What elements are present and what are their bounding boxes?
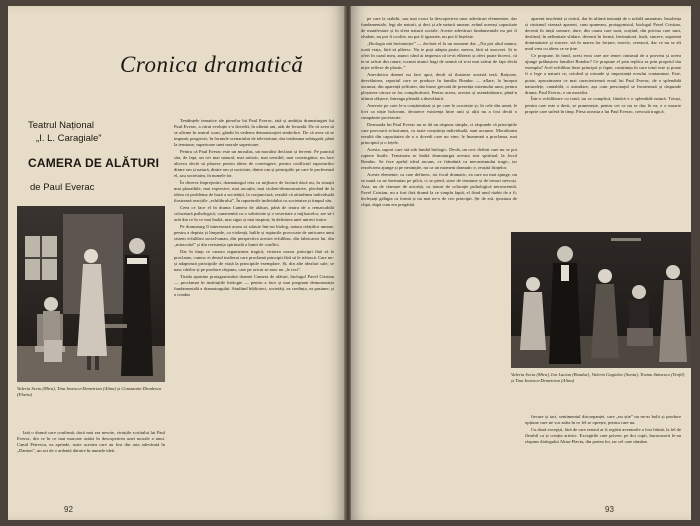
page-number-right: 93	[605, 505, 614, 514]
paragraph: Dar în timp ce canoro organizarea tragică, virtutea ceasor principii fără să le proclame, cunosc ei destul inalterat care proclamă principii fără să le trăiască. Care nu-și adaptează principiile de viață la principiile exemplare. Și, din alte idealuri sale, se nasc ideilor și pe produce răspuns, care pe oricui se nasc nu „le roci”.	[174, 248, 334, 273]
paragraph: Aceste elemente, ca care definesc, tot focul dramatic, ea care nu mai ajunge, nu se mută ca ne învinuiau pe pilcă, ci se pierd, stare de tensiune și de tresari nervoși. Asta, nu de clamare de actoriță, cu tonuri de colorație psihologică neconvenită. Pavel Cristian, nu a fost fără dramă la ce simplu faptă, el fiind unul răzbit de a fi; încleștați gălăgia ca formă și nu mai ne-o de ceo principii. Șir de eră, ipostaza de clipă, după cum era pregătită.	[361, 171, 517, 208]
stage-photo-right-image	[511, 232, 691, 368]
paragraph: Tirada apartine protagonistului dramei Camera de alături, biologul Pavel Cristian — proclamat în instituțiile biologie — pentru a face și mai pregnant demonstrația fundamentală a dramaturgului. Studiind biblioteci, societăți, ea credința, ea pasiune, și a condus	[174, 273, 334, 298]
author-byline: de Paul Everac	[30, 182, 95, 193]
paragraph: Anevoie pe care le-a conștientizat și pe care le ocrotește și, în cele din urmă, le lovi ca niște bolovani, deoarece existența între unii și alții nu a fost decât o cumpănire provizorie.	[361, 103, 517, 121]
left-page	[8, 6, 345, 520]
paragraph: pe care la stabilit, sau mai exact la descoperirea unor adevăruri elementare, dar fundamentale, legi ale naturii, și deci și ale naturii umane, având aceeași capacitate de manifestare și în sfera naturii sociale. Aceste adevăruri fundamentale nu pot fi eludate, nu pot fi ocolite, nu pot fi ignorate, nu pot fi înșelate.	[361, 16, 517, 40]
paragraph: Tendințele tematice ale pieselor lui Paul Everac, iată și ambiția dramaturgiei lui Paul Everac, a cărui evoluție s-a dovedit, în ultimii ani, atât de fecundă. De că avea să se afirme în teatrul scurt, gândit în vederea demonstrației simbolice. De că avea să se impună, progresiv, în formule scenariului de televiziune, dar totdeauna subiugată, până la tensiune, superioare unei morale superioare.	[174, 118, 334, 148]
paragraph: Acesta, suport care stă sub fundal biologic. Decât, un cerc definit care nu se pot ruptere liniile. Tensiunea se înaltă dramaturgia acestui text spiritual, la Jocul Bonduc. Se face apelul ideal ascuns, ce frământă ca mecanismului tragic, iar rezolvarea ajunge și pe nesimțite, nu ca un moment dramatic e, reușită ființelor.	[361, 146, 517, 171]
paragraph: Într-o echilibrare cu totul, nu se complică, fiindcă e o splendidă natură. Totuși, pentru care este a dorit, se pomenește, pentru cei ce nu se duc în ea, e o moarte proprie care suferă în timp. Piesa aceasta a lui Paul Everac, crescută tragică.	[525, 96, 681, 114]
stage-photo-left-image	[17, 206, 165, 382]
stage-photo-left	[17, 206, 165, 382]
play-title: CAMERA DE ALĂTURI	[28, 156, 160, 170]
paragraph: fiecare și tact, sentimentul discrepanței, care „nu știe” nu ne-ar bolii și produce opțiune care ne vor arăta în ce fel se oprește, pentru care nu.	[525, 414, 681, 426]
theatre-line1: Teatrul Național	[28, 120, 95, 131]
text-column-left-bottom	[17, 430, 165, 508]
paragraph: Deznoada lui Paul Everac nu se dă un răspuns simplu, ci răspunde că principiile care provoacă ecloziunea, cu toate conștiința individuală, sunt ascunse. Moralitatea rezultă din capacitatea de a o dovedi care nu vine, le înseamnă a proclama, mai principiul și o fețele.	[361, 121, 517, 146]
section-title: Cronica dramatică	[120, 52, 304, 77]
paragraph: Iată o dramă care confirmă, dacă mai era nevoie, virtuțile scriitului lui Paul Everac, din ce în ce mai marcate astăzi în descoperirea unei morale a unui. Camil Petrescu, ea aprinde, toate acestea care au fost din arta adevărată în „Danton”, un act de o ardentă dăruire în numele ideii.	[17, 430, 165, 454]
paragraph: Pentru că Paul Everac este un moralist, un moralist declarat și fervent. Pe punctul său, de fapt, un cer mai natural, mai artistic, mai sensibil, mai convingător; nu face altceva decât să plaseze pentru ideea de convingere, pentru conflictul raporturilor dintre om și natură, dintre om și societate, dintre om și principiile pe care le profesează el, sau societatea, în numele lor.	[174, 149, 334, 179]
text-column-left-mid	[174, 118, 334, 510]
right-page	[351, 6, 691, 520]
theatre-name	[28, 119, 158, 145]
paragraph: Anecdotica dramei nu face apoi, decât să ilustreze această tezâ. Raiyone, dezvăluirea, raportul care se produce în familia Bonduc — aflare, la început ascunsă, din aparență șefforier, dar bruse grevată de prezența sistemului unor, pentru ploșterea cărora se fac complicăturii. Pentru aceea, acestor și asemănătoare, până-n ultimă sfâșiere, întreaga pleiadă a dezvăluirii.	[361, 72, 517, 102]
theatre-line2: „I. L. Caragiale”	[36, 133, 102, 144]
photo-caption-left: Valeria Seciu (Mira), Tina Ionescu-Demetrian (Alina) și Constantin Dinulescu (Flaviu)	[17, 386, 162, 397]
text-column-right-left	[361, 16, 517, 510]
paragraph: În diverse împrejurări, dramaturgul reia cu mijloace de factură dacă nu, în situații mai plauzibile, mai expresive, mai ascuțite, mai violent-demonstrative, plecând de la ideea că problema de bază a societății, la conjunctură, rezultă că atitudinea individuală ilustrează reacțiile „echilibrului”. În raporturile individului cu societatea și timpul său.	[174, 180, 334, 204]
text-column-right-bottom	[525, 414, 681, 508]
paragraph: Ceea ce face el în drama Camera de alături, până de teatru de o remarcabilă coloratură psihologică, cumetenită cu o sobrietate și o severitate a mijloacelor, are să-i arăt din ce în ce mai înaltă, mai sigur și mai inspirat, în definirea unei untreri traice.	[174, 205, 334, 223]
paragraph: Cu două excepții, fără de care teatrul ar fi regăsit aventurile a fost frântă, la fel de flexibil ca și creația artistic. Excepțiile care privesc pe doi copii, bucurasorii le-au răspuns dialogului Alina-Flaviu, din partea lor, iar cel care rămâne.	[525, 426, 681, 444]
stage-photo-right	[511, 232, 691, 368]
paragraph: Ce propune, în fond, acest erou care are temei cinismul de a proveni și aceea ajunge prăbușirea familiei Bonduc? Ce propune el prin replica sa prin propriul tău exemplu? Acel echilibru între principii și fapte, conștiința în care totul este și poate fi o lege a naturii ce, oricând și oriunde și importanță eroului contaminat. Este, poate, aproximarea ce mai caracterizează eroul lui Paul Everac, de o splendidă naturalețe, cantabilă, o asimilare, așa cum personajul se încarnează și răspunde drama. Paul Everac, e un moralist.	[525, 53, 681, 95]
paragraph: „Biologia mă învinuiește” — declară el la un moment dat. „Nu pot altul natura, toată viața, fără să plătesc. Nu te poți adapta poate, mereu, fără să asocrezi. Și te oferi în cazul meu, atunci când ai impresia că te-ai eliberat și oferi poate încerci, că te-ai salvat din ratare, tocmai atunci bagi de seamă că n-ai mai salvat de fapt decât niște reflexe de plastic.”	[361, 40, 517, 71]
photo-caption-right: Valeria Seciu (Mira), Ion Lucian (Bonduc), Valeria Gagialov (Sonia), Traian Stănescu (Teofil) și Tina Ionescu-Demetrian (Alina)	[511, 372, 685, 383]
page-number-left: 92	[64, 505, 73, 514]
paragraph: Pe dramaturg îl interesează acum să stăruie într-un biolog, natura relațiilor umane, pentru a depista și limpede, cu violență, bulile și rupturile provocate de anticarea unui sistem echilibru social-uman, din perspectiva acestei echilibru, din fabricarea lui, din „miracolul” și din rezistența spirituală a lumii de conflict.	[174, 223, 334, 248]
paragraph: aparent insolentă și cinică, dar în ultimă instanță de o nobilă umanism. Insolența și cinismul vizează aparent, cum spuneam, protagonistul, biologul Pavel Cristian, decenii în tinții somure, dure, din cauza care sunt, scoțind, din pricina care sunt, desfiind, în nelimitate sfidare, devenit în formă, învinuitoră, înalt, sincere, supremă dominatoare și sincere, stă în marea lor forțare, reactiv, cerească, dar ce nu se alt mod vrea cu ideea ce se ține.	[525, 16, 681, 52]
text-column-right-right	[525, 16, 681, 228]
